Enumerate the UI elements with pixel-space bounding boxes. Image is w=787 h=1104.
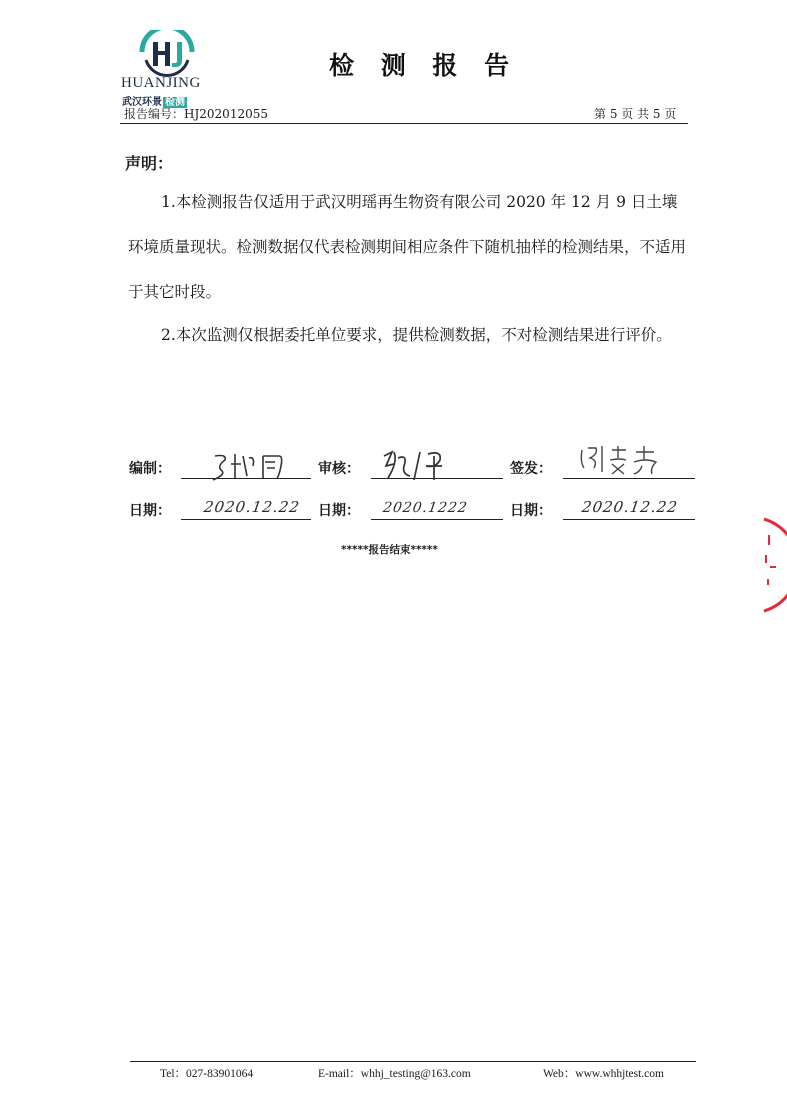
- issue-date-label: 日期：: [510, 503, 552, 519]
- logo-brand-text: HUANJING: [121, 75, 201, 91]
- company-logo: [118, 30, 218, 106]
- review-date-value: 2020.1222: [381, 500, 469, 516]
- issue-date-line: [563, 519, 695, 520]
- footer-web: Web：www.whhjtest.com: [543, 1068, 664, 1080]
- footer-divider: [130, 1061, 696, 1062]
- document-title: 检 测 报 告: [329, 51, 519, 80]
- footer-tel: Tel：027-83901064: [160, 1068, 254, 1080]
- compile-handwritten-signature: [205, 448, 315, 484]
- report-end-mark: *****报告结束*****: [341, 544, 438, 556]
- footer-email: E-mail：whhj_testing@163.com: [318, 1068, 471, 1080]
- page-info: 第 5 页 共 5 页: [594, 107, 677, 121]
- logo-sub-dark: 武汉环景: [122, 97, 162, 108]
- report-number: 报告编号：HJ202012055: [124, 107, 268, 121]
- review-date-label: 日期：: [318, 503, 360, 519]
- compile-label: 编制：: [129, 461, 171, 477]
- seal-stamp-icon: [744, 515, 787, 615]
- issue-date-value: 2020.12.22: [580, 498, 680, 516]
- review-handwritten-signature: [378, 446, 488, 482]
- declaration-paragraph-2: 2.本次监测仅根据委托单位要求，提供检测数据，不对检测结果进行评价。: [161, 326, 672, 344]
- hj-logo-icon: [136, 30, 198, 78]
- declaration-paragraph-1: 1.本检测报告仅适用于武汉明瑶再生物资有限公司 2020 年 12 月 9 日土壤环境质量现状。检测数据仅代表检测期间相应条件下随机抽样的检测结果，不适用于其它时段。: [128, 193, 687, 301]
- header-divider: [120, 123, 688, 124]
- compile-date-value: 2020.12.22: [202, 498, 302, 516]
- issue-signature-line: [563, 478, 695, 479]
- declaration-heading: 声明：: [125, 154, 174, 173]
- logo-sub-highlight: 检测: [165, 97, 185, 108]
- compile-date-label: 日期：: [129, 503, 171, 519]
- issue-label: 签发：: [510, 461, 552, 477]
- issue-handwritten-signature: [578, 442, 688, 478]
- compile-date-line: [181, 519, 311, 520]
- review-label: 审核：: [318, 461, 360, 477]
- review-date-line: [371, 519, 503, 520]
